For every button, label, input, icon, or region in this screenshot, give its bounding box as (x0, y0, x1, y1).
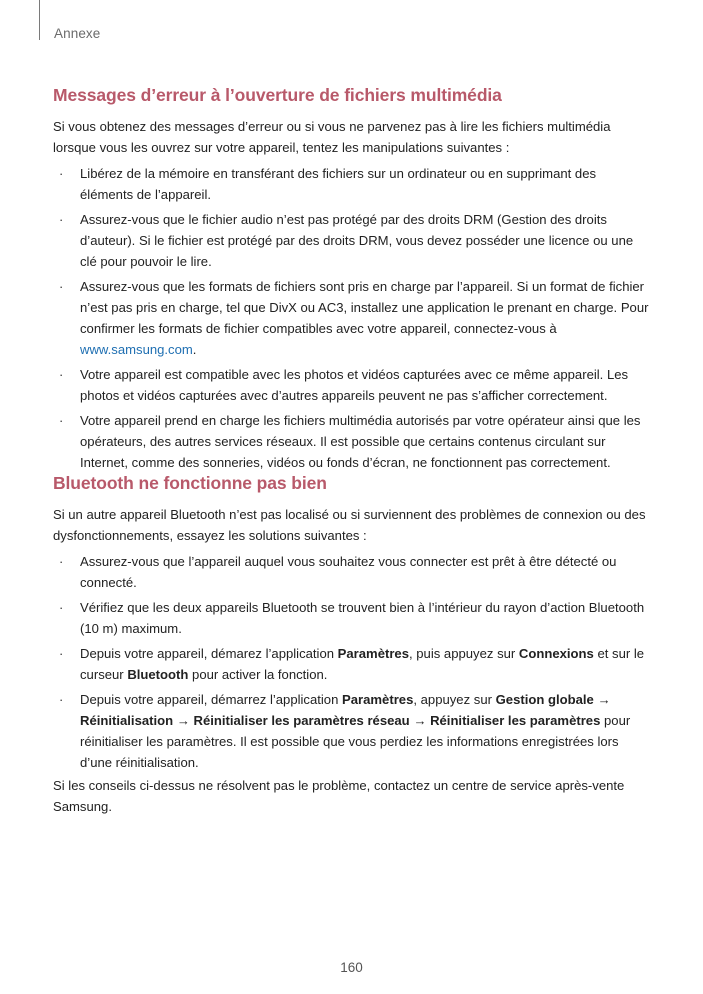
bullet-dot: · (59, 692, 64, 707)
section-intro-bluetooth: Si un autre appareil Bluetooth n’est pas localisé ou si surviennent des problèmes de connexion ou des dysfonctionnements, essayez les solutions suivantes : (53, 507, 646, 543)
samsung-website-link[interactable]: www.samsung.com (80, 342, 193, 357)
list-item: · Libérez de la mémoire en transférant des fichiers sur un ordinateur ou en supprimant des éléments de l’appareil. (53, 163, 649, 205)
section-title-bluetooth: Bluetooth ne fonctionne pas bien (53, 473, 327, 493)
arrow-separator: → (173, 713, 194, 728)
list-item: · Depuis votre appareil, démarez l’application Paramètres, puis appuyez sur Connexions et sur le curseur Bluetooth pour activer la fonction. (53, 643, 649, 685)
header-divider (39, 0, 40, 40)
page-number: 160 (340, 960, 363, 975)
arrow-separator: → (409, 713, 431, 728)
bullet-dot: · (59, 646, 64, 661)
menu-term: Paramètres (337, 646, 409, 661)
bullet-dot: · (59, 554, 64, 569)
menu-term: Connexions (518, 646, 594, 661)
chapter-label: Annexe (54, 26, 101, 41)
menu-term: Réinitialisation (80, 713, 174, 728)
bullet-dot: · (59, 413, 64, 428)
section-title-media-errors: Messages d’erreur à l’ouverture de fichiers multimédia (53, 85, 502, 105)
bullet-dot: · (59, 212, 64, 227)
page-content (53, 85, 649, 817)
bluetooth-list (53, 551, 649, 773)
list-item: · Depuis votre appareil, démarrez l’application Paramètres, appuyez sur Gestion globale → Réinitialisation → Réinitialiser les paramètres réseau → Réinitialiser les paramètres pour réinitialiser les paramètres. Il est possible que vous perdiez les informations enregistrées lors d’une réinitialisation. (53, 689, 649, 773)
bullet-dot: · (59, 600, 64, 615)
bullet-dot: · (59, 166, 64, 181)
list-item: · Votre appareil prend en charge les fichiers multimédia autorisés par votre opérateur ainsi que les opérateurs, des autres services réseaux. Il est possible que certains contenus circulant sur Internet, comme des sonneries, vidéos ou fonds d’écran, ne fonctionnent pas correctement. (53, 410, 649, 473)
list-item: · Votre appareil est compatible avec les photos et vidéos capturées avec ce même appareil. Les photos et vidéos capturées avec d’autres appareils peuvent ne pas s’afficher correctement. (53, 364, 649, 406)
closing-paragraph: Si les conseils ci-dessus ne résolvent pas le problème, contactez un centre de service après-vente Samsung. (53, 778, 625, 814)
list-item: · Assurez-vous que le fichier audio n’est pas protégé par des droits DRM (Gestion des droits d’auteur). Si le fichier est protégé par des droits DRM, vous devez posséder une licence ou une clé pour pouvoir le lire. (53, 209, 649, 272)
list-item: · Vérifiez que les deux appareils Bluetooth se trouvent bien à l’intérieur du rayon d’action Bluetooth (10 m) maximum. (53, 597, 649, 639)
bullet-dot: · (59, 279, 64, 294)
menu-term: Bluetooth (127, 667, 189, 682)
media-errors-list (53, 163, 649, 473)
menu-term: Gestion globale (495, 692, 594, 707)
arrow-separator: → (593, 692, 611, 707)
menu-term: Réinitialiser les paramètres réseau (193, 713, 410, 728)
list-item: · Assurez-vous que les formats de fichiers sont pris en charge par l’appareil. Si un format de fichier n’est pas pris en charge, tel que DivX ou AC3, installez une application le prenant en charge. Pour confirmer les formats de fichier compatibles avec votre appareil, connectez-vous à www.samsung.com. (53, 276, 649, 360)
section-intro-media-errors: Si vous obtenez des messages d’erreur ou si vous ne parvenez pas à lire les fichiers multimédia lorsque vous les ouvrez sur votre appareil, tentez les manipulations suivantes : (53, 119, 611, 155)
bullet-dot: · (59, 367, 64, 382)
menu-term: Paramètres (342, 692, 414, 707)
menu-term: Réinitialiser les paramètres (430, 713, 601, 728)
list-item: · Assurez-vous que l’appareil auquel vous souhaitez vous connecter est prêt à être détecté ou connecté. (53, 551, 649, 593)
